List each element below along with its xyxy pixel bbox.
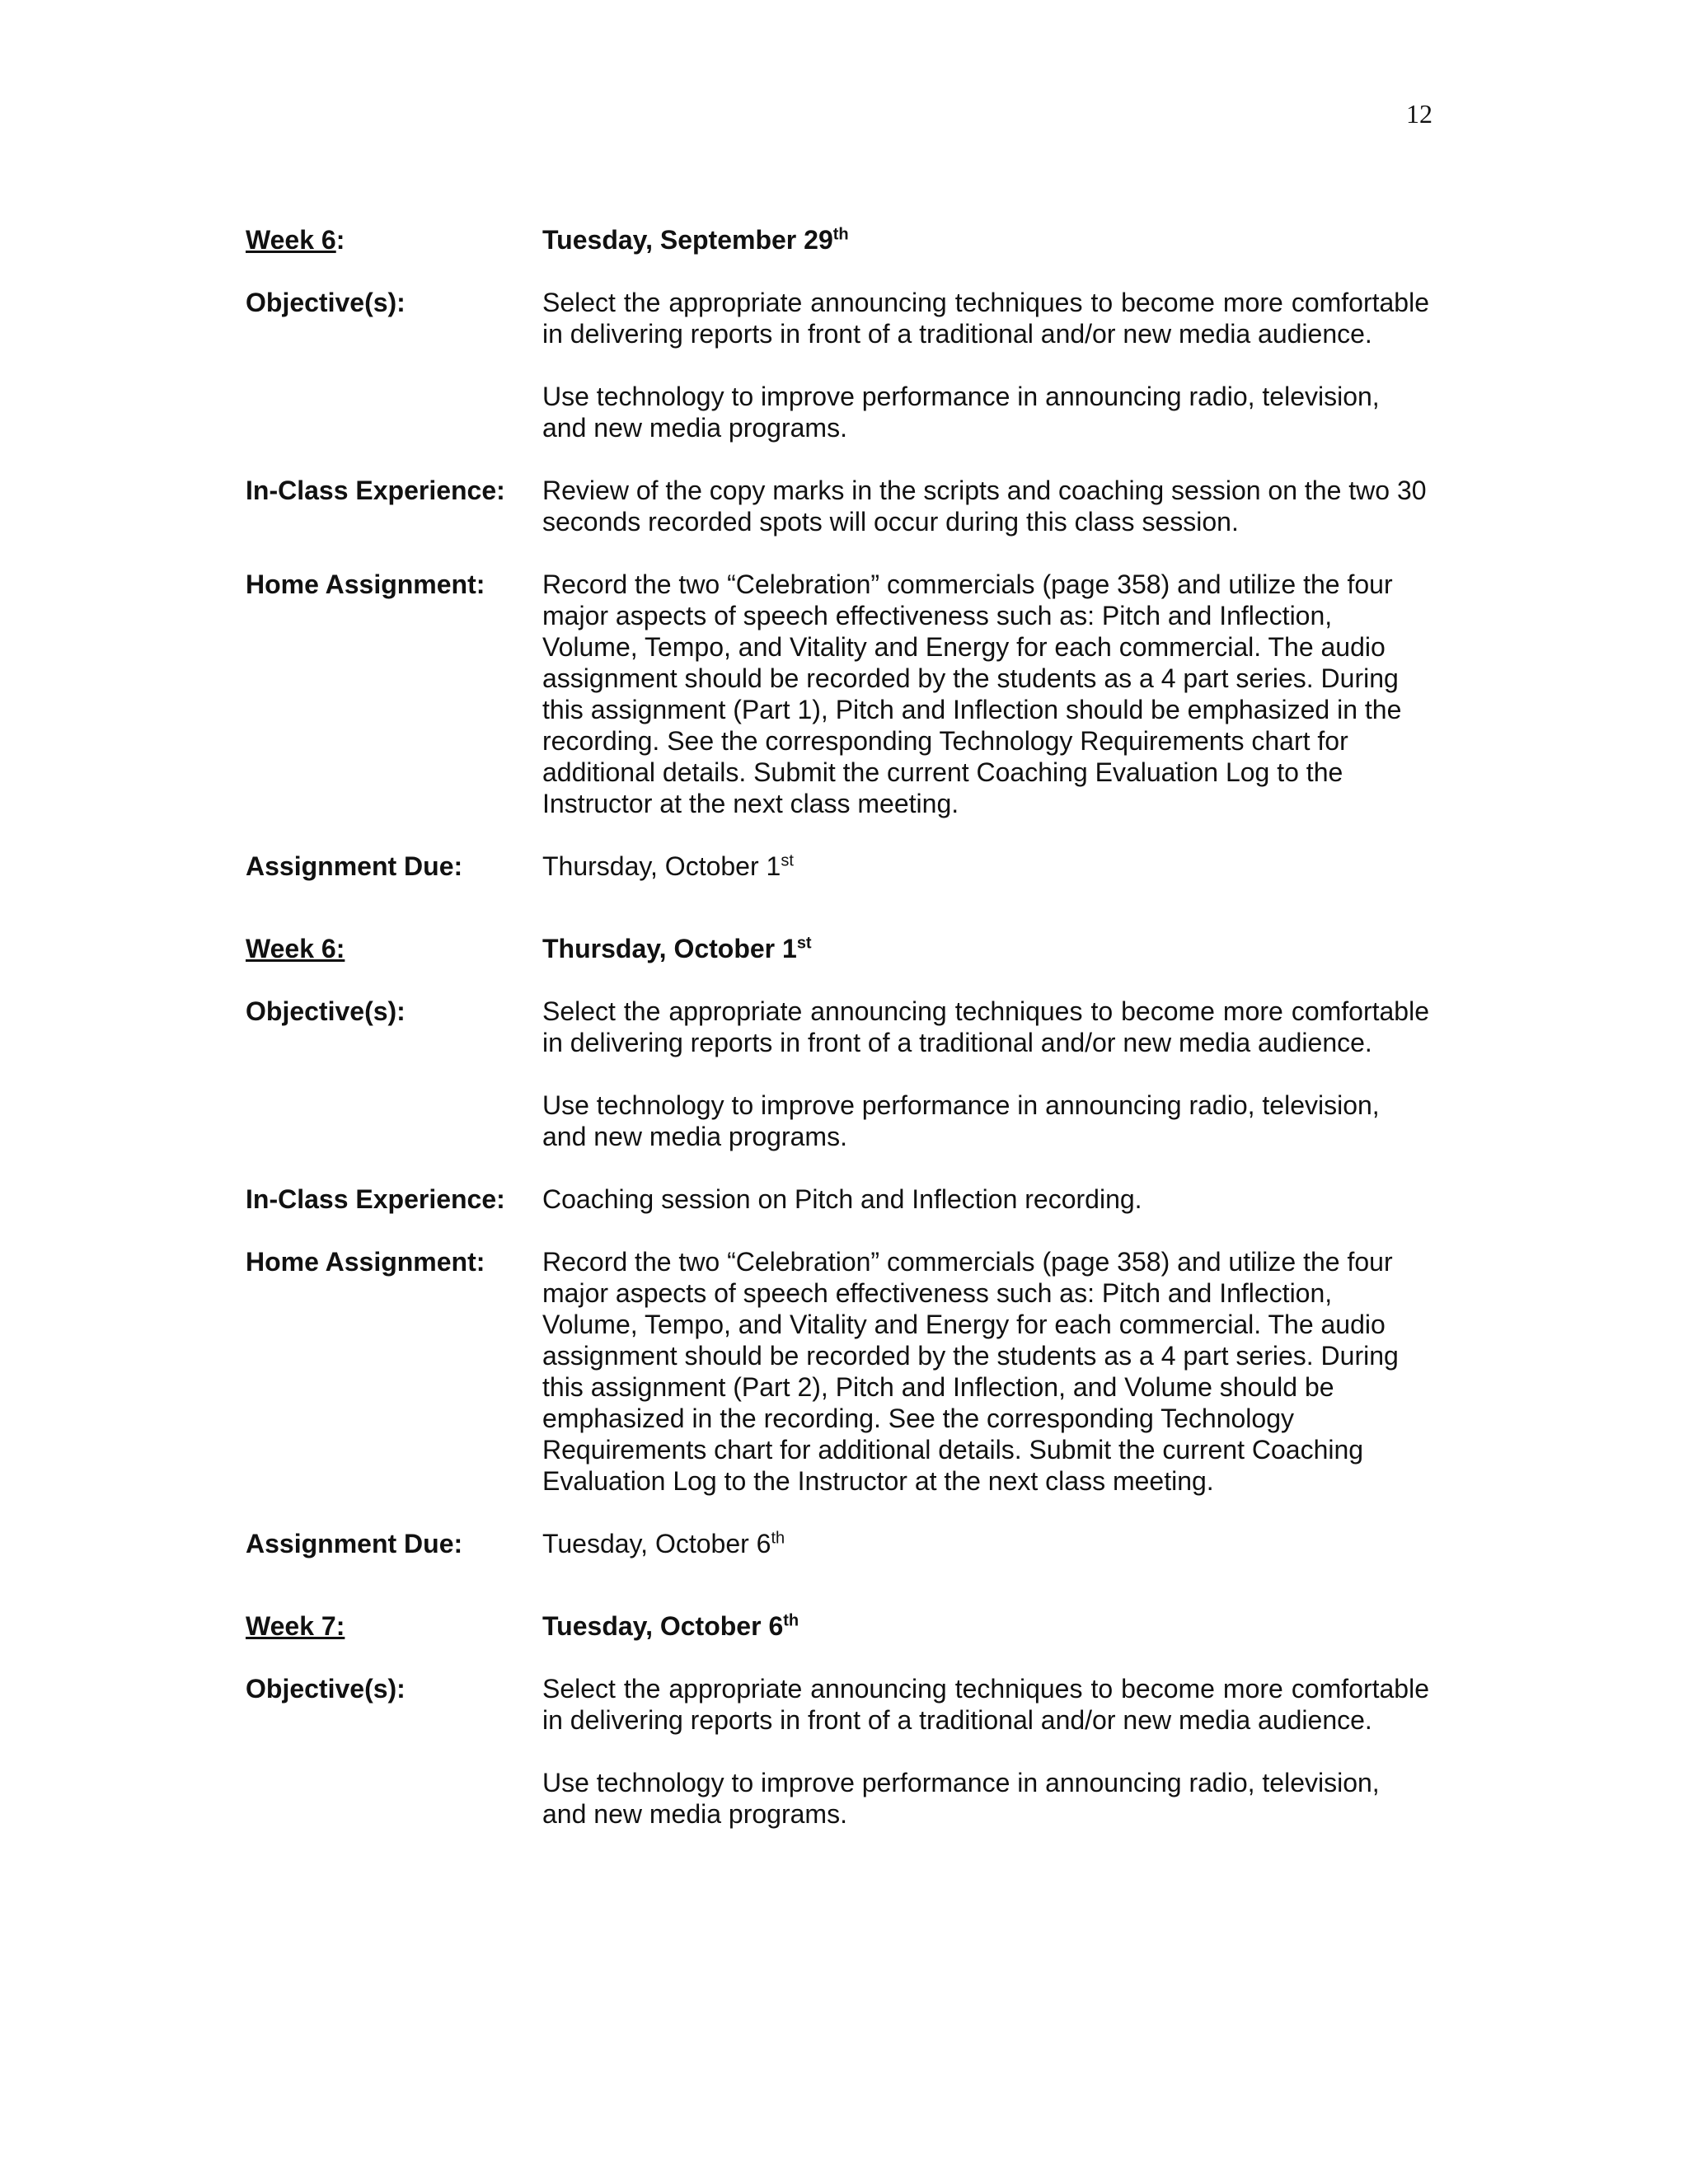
- week-label: [246, 933, 542, 964]
- week-date: [542, 933, 1429, 964]
- objective-paragraph: Use technology to improve performance in announcing radio, television, and new media programs.: [542, 382, 1380, 443]
- inclass-label: In-Class Experience:: [246, 476, 505, 505]
- objective-paragraph: Select the appropriate announcing techniques to become more comfortable in delivering reports in front of a traditional and/or new media audience.: [542, 288, 1429, 349]
- week-date: [542, 1610, 1429, 1642]
- home-assignment-label: Home Assignment:: [246, 569, 485, 599]
- week-section: [246, 933, 1429, 1559]
- syllabus-content: [246, 224, 1429, 1881]
- objective-paragraph: Select the appropriate announcing techniques to become more comfortable in delivering reports in front of a traditional and/or new media audience.: [542, 1674, 1429, 1735]
- inclass-value: Coaching session on Pitch and Inflection recording.: [542, 1184, 1142, 1214]
- objective-paragraph: Use technology to improve performance in announcing radio, television, and new media programs.: [542, 1768, 1380, 1829]
- objectives-value: [542, 287, 1429, 443]
- home-assignment-value: Record the two “Celebration” commercials (page 358) and utilize the four major aspects of speech effectiveness such as: Pitch and Inflection, Volume, Tempo, and Vitality and Energy for each commercial. The audio assignment should be recorded by the students as a 4 part series. During this assignment (Part 2), Pitch and Inflection, and Volume should be emphasized in the recording. See the corresponding Technology Requirements chart for additional details. Submit the current Coaching Evaluation Log to the Instructor at the next class meeting.: [542, 1247, 1399, 1496]
- week-date-text: Tuesday, October 6: [542, 1611, 784, 1641]
- objectives-row: [246, 1673, 1429, 1830]
- objectives-label: Objective(s):: [246, 996, 406, 1026]
- assignment-due-sup: th: [771, 1529, 785, 1548]
- week-header-row: [246, 933, 1429, 964]
- objectives-value: [542, 1673, 1429, 1830]
- week-date-sup: th: [783, 1611, 799, 1630]
- assignment-due-label: Assignment Due:: [246, 851, 463, 881]
- inclass-row: [246, 1183, 1429, 1215]
- assignment-due-value: [542, 1528, 1429, 1559]
- week-date-sup: th: [832, 225, 849, 244]
- home-assignment-row: [246, 569, 1429, 819]
- week-label-text: Week 6: [246, 225, 336, 255]
- objectives-row: [246, 287, 1429, 443]
- inclass-row: [246, 475, 1429, 537]
- assignment-due-row: [246, 851, 1429, 882]
- assignment-due-sup: st: [781, 851, 794, 870]
- home-assignment-label: Home Assignment:: [246, 1247, 485, 1277]
- objectives-label: Objective(s):: [246, 288, 406, 317]
- assignment-due-text: Tuesday, October 6: [542, 1529, 771, 1558]
- week-section: [246, 224, 1429, 882]
- week-label-text: Week 6:: [246, 934, 345, 963]
- objectives-label: Objective(s):: [246, 1674, 406, 1704]
- week-label: [246, 1610, 542, 1642]
- week-date-text: Tuesday, September 29: [542, 225, 833, 255]
- week-date: [542, 224, 1429, 255]
- week-date-text: Thursday, October 1: [542, 934, 797, 963]
- objective-paragraph: Select the appropriate announcing techniques to become more comfortable in delivering reports in front of a traditional and/or new media audience.: [542, 996, 1429, 1057]
- assignment-due-text: Thursday, October 1: [542, 851, 781, 881]
- inclass-label: In-Class Experience:: [246, 1184, 505, 1214]
- home-assignment-value: Record the two “Celebration” commercials (page 358) and utilize the four major aspects of speech effectiveness such as: Pitch and Inflection, Volume, Tempo, and Vitality and Energy for each commercial. The audio assignment should be recorded by the students as a 4 part series. During this assignment (Part 1), Pitch and Inflection should be emphasized in the recording. See the corresponding Technology Requirements chart for additional details. Submit the current Coaching Evaluation Log to the Instructor at the next class meeting.: [542, 569, 1402, 818]
- week-date-sup: st: [796, 934, 812, 953]
- week-label-suffix: :: [335, 225, 345, 255]
- objectives-row: [246, 996, 1429, 1152]
- inclass-value: Review of the copy marks in the scripts and coaching session on the two 30 seconds recorded spots will occur during this class session.: [542, 476, 1427, 537]
- home-assignment-row: [246, 1246, 1429, 1497]
- objectives-value: [542, 996, 1429, 1152]
- assignment-due-row: [246, 1528, 1429, 1559]
- week-header-row: [246, 1610, 1429, 1642]
- objective-paragraph: Use technology to improve performance in announcing radio, television, and new media programs.: [542, 1090, 1380, 1151]
- assignment-due-label: Assignment Due:: [246, 1529, 463, 1558]
- week-section: [246, 1610, 1429, 1830]
- week-label: [246, 224, 542, 255]
- page-number: 12: [1406, 99, 1432, 129]
- week-label-text: Week 7:: [246, 1611, 345, 1641]
- assignment-due-value: [542, 851, 1429, 882]
- week-header-row: [246, 224, 1429, 255]
